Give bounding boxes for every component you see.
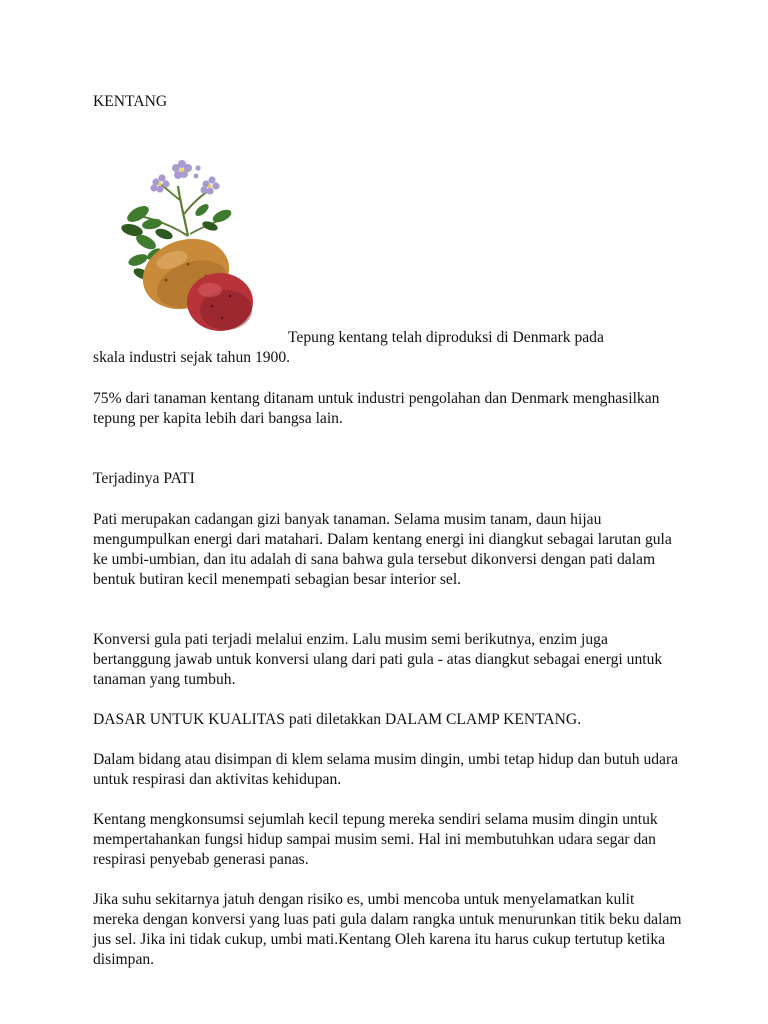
heading-terjadinya-pati: Terjadinya PATI (93, 470, 195, 487)
document-title: KENTANG (93, 93, 168, 110)
paragraph-production: 75% dari tanaman kentang ditanam untuk industri pengolahan dan Denmark menghasilkan tepung per kapita lebih dari bangsa lain. (93, 390, 660, 427)
intro-line-2: skala industri sejak tahun 1900. (93, 349, 291, 366)
paragraph-konsumsi: Kentang mengkonsumsi sejumlah kecil tepung mereka sendiri selama musim dingin untuk mempertahankan fungsi hidup sampai musim semi. Hal ini membutuhkan udara segar dan respirasi penyebab generasi panas. (93, 811, 658, 868)
paragraph-suhu: Jika suhu sekitarnya jatuh dengan risiko es, umbi mencoba untuk menyelamatkan kulit mereka dengan konversi yang luas pati gula dalam rangka untuk menurunkan titik beku dalam jus sel. Jika ini tidak cukup, umbi mati.Kentang Oleh karena itu harus cukup tertutup ketika disimpan. (93, 891, 682, 968)
intro-line-1: Tepung kentang telah diproduksi di Denmark pada (288, 329, 604, 346)
intro-paragraph (93, 328, 683, 368)
paragraph-bidang: Dalam bidang atau disimpan di klem selama musim dingin, umbi tetap hidup dan butuh udara untuk respirasi dan aktivitas kehidupan. (93, 751, 679, 788)
potato-plant-icon (118, 156, 263, 334)
paragraph-pati: Pati merupakan cadangan gizi banyak tanaman. Selama musim tanam, daun hijau mengumpulkan energi dari matahari. Dalam kentang energi ini diangkut sebagai larutan gula ke umbi-umbian, dan itu adalah di sana bahwa gula tersebut dikonversi dengan pati dalam bentuk butiran kecil menempati sebagian besar interior sel. (93, 511, 672, 588)
paragraph-dasar-kualitas: DASAR UNTUK KUALITAS pati diletakkan DALAM CLAMP KENTANG. (93, 711, 582, 728)
paragraph-konversi: Konversi gula pati terjadi melalui enzim. Lalu musim semi berikutnya, enzim juga bertanggung jawab untuk konversi ulang dari pati gula - atas diangkut sebagai energi untuk tanaman yang tumbuh. (93, 631, 663, 688)
potato-plant-illustration (118, 156, 263, 334)
